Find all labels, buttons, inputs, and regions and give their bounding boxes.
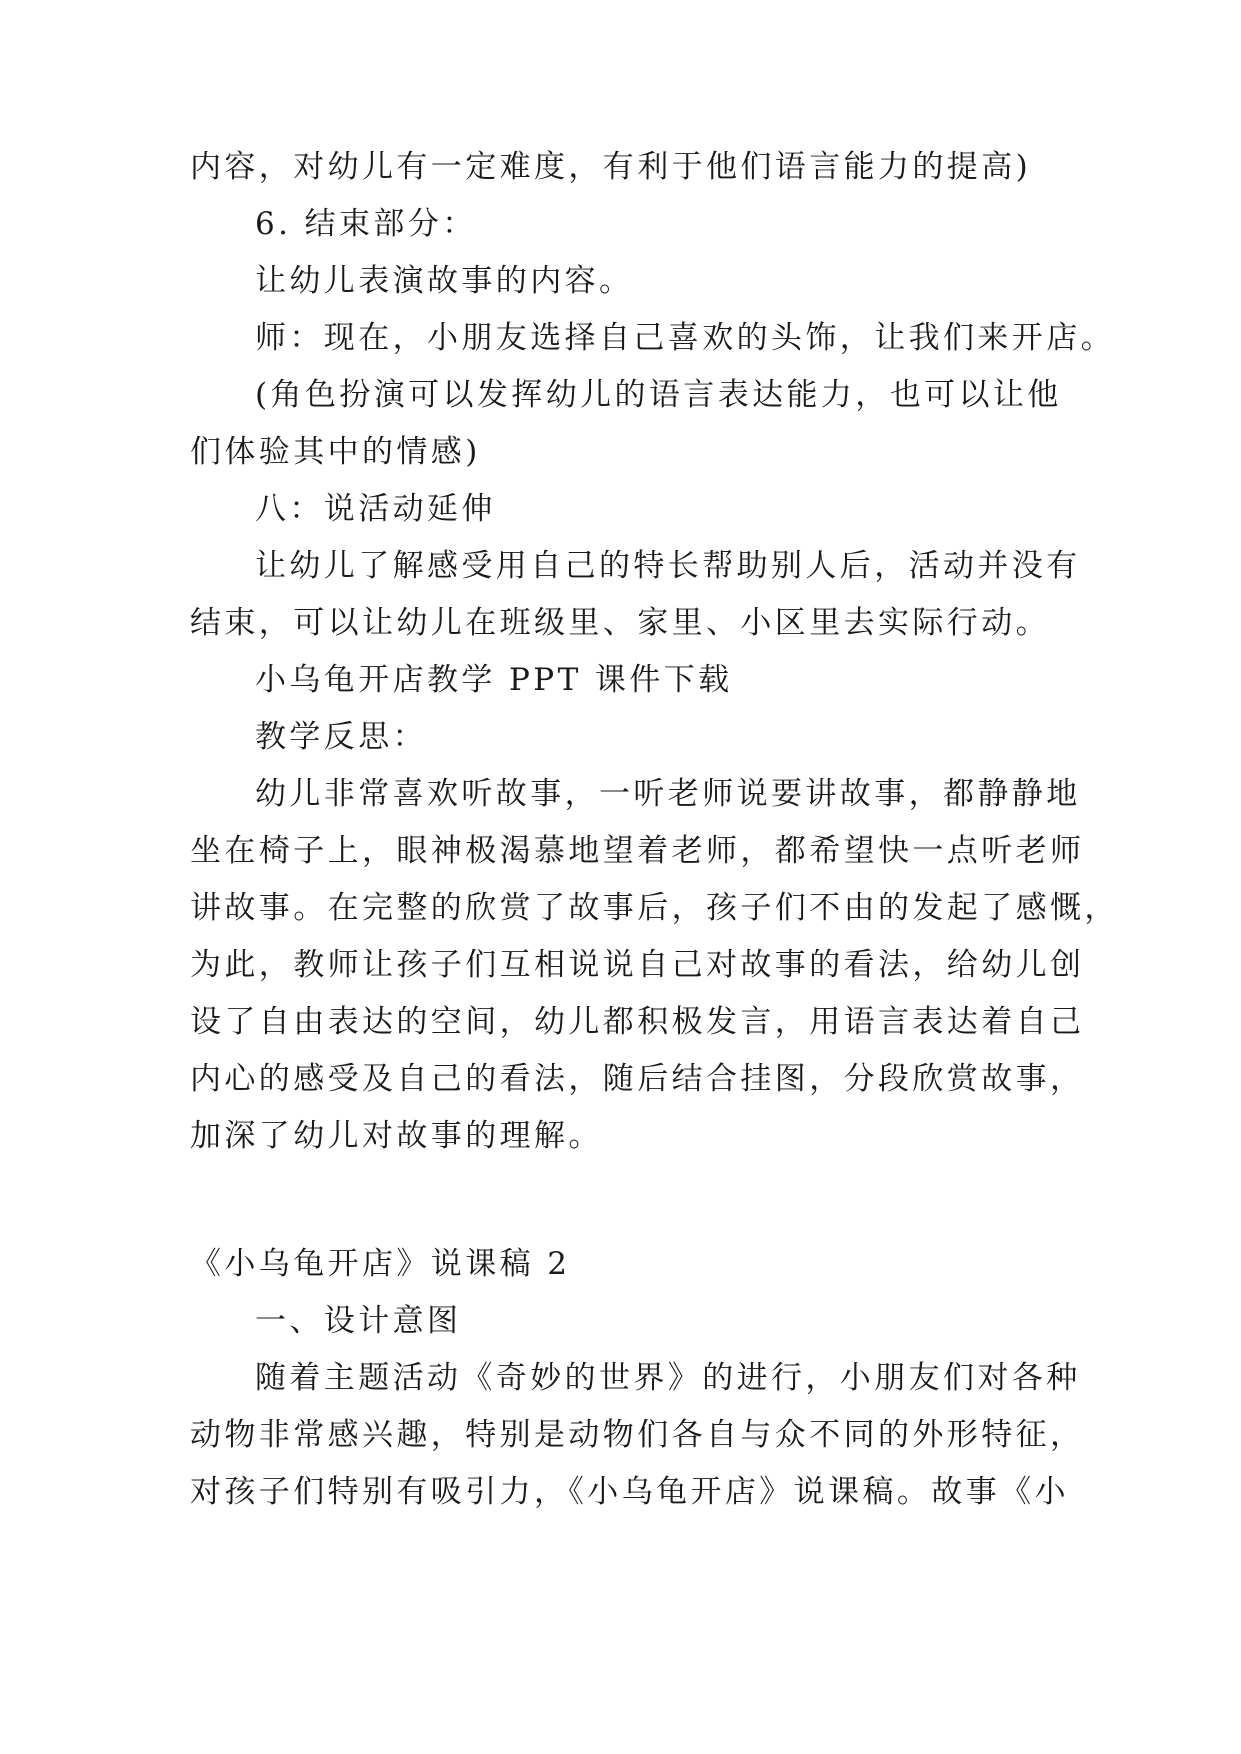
paragraph-line: 设了自由表达的空间，幼儿都积极发言，用语言表达着自己 bbox=[190, 1004, 1085, 1040]
paragraph-line: 让幼儿表演故事的内容。 bbox=[255, 263, 634, 299]
paragraph-line: 们体验其中的情感) bbox=[190, 434, 481, 470]
paragraph-line: 师：现在，小朋友选择自己喜欢的头饰，让我们来开店。 bbox=[255, 320, 1115, 356]
paragraph-line: 让幼儿了解感受用自己的特长帮助别人后，活动并没有 bbox=[255, 548, 1081, 584]
paragraph-line: 内容，对幼儿有一定难度，有利于他们语言能力的提高) bbox=[190, 149, 1032, 185]
paragraph-line: 加深了幼儿对故事的理解。 bbox=[190, 1118, 603, 1154]
paragraph-line: 随着主题活动《奇妙的世界》的进行，小朋友们对各种 bbox=[255, 1360, 1081, 1396]
paragraph-line: 讲故事。在完整的欣赏了故事后，孩子们不由的发起了感慨， bbox=[190, 890, 1119, 926]
section-heading: 一、设计意图 bbox=[255, 1303, 462, 1339]
paragraph-line: 幼儿非常喜欢听故事，一听老师说要讲故事，都静静地 bbox=[255, 776, 1081, 812]
paragraph-line: 小乌龟开店教学 PPT 课件下载 bbox=[255, 662, 733, 698]
section-heading: 教学反思： bbox=[255, 719, 427, 755]
paragraph-line: 动物非常感兴趣，特别是动物们各自与众不同的外形特征， bbox=[190, 1417, 1085, 1453]
paragraph-line: (角色扮演可以发挥幼儿的语言表达能力，也可以让他 bbox=[255, 377, 1062, 413]
paragraph-line: 为此，教师让孩子们互相说说自己对故事的看法，给幼儿创 bbox=[190, 947, 1085, 983]
paragraph-line: 对孩子们特别有吸引力，《小乌龟开店》说课稿。故事《小 bbox=[190, 1474, 1069, 1510]
section-heading: 八：说活动延伸 bbox=[255, 491, 496, 527]
paragraph-line: 结束，可以让幼儿在班级里、家里、小区里去实际行动。 bbox=[190, 605, 1050, 641]
document-title: 《小乌龟开店》说课稿 2 bbox=[190, 1246, 571, 1282]
paragraph-line: 内心的感受及自己的看法，随后结合挂图，分段欣赏故事， bbox=[190, 1061, 1085, 1097]
paragraph-line: 坐在椅子上，眼神极渴慕地望着老师，都希望快一点听老师 bbox=[190, 833, 1085, 869]
paragraph-line: 6. 结束部分： bbox=[255, 206, 477, 242]
